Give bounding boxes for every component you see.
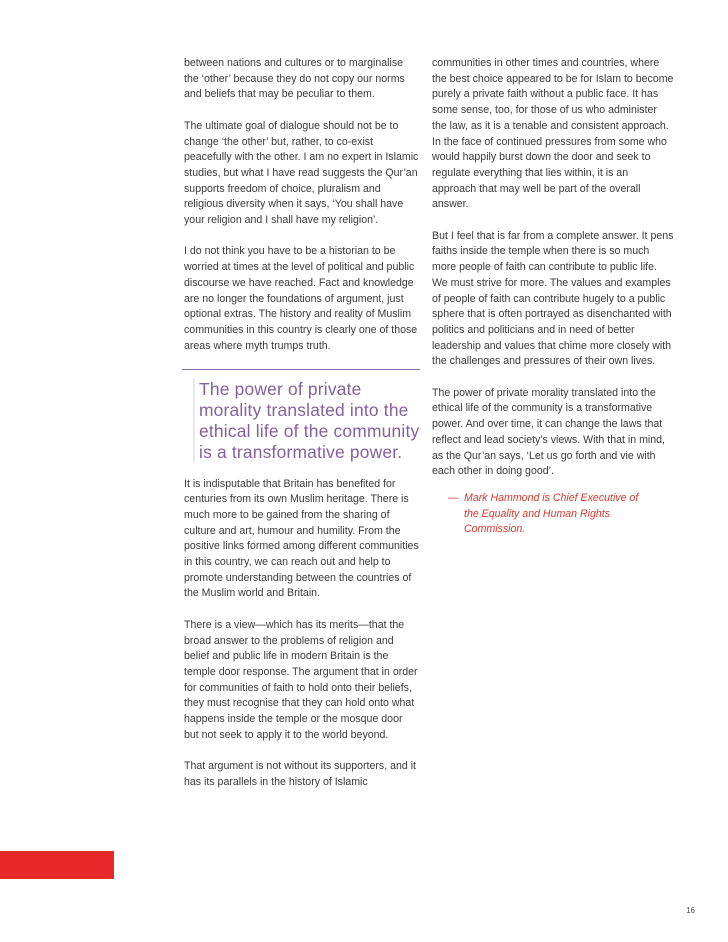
red-accent-bar — [0, 851, 114, 879]
pull-quote-text: The power of private morality translated into the ethical life of the community is a transformative power. — [193, 379, 420, 462]
paragraph: That argument is not without its supporters, and it has its parallels in the history of Islamic — [184, 760, 417, 788]
paragraph: between nations and cultures or to marginalise the ‘other’ because they do not copy our norms and beliefs that may be peculiar to them. — [184, 57, 405, 101]
pull-quote — [182, 369, 420, 462]
paragraph: The ultimate goal of dialogue should not be to change ‘the other’ but, rather, to co-exist peacefully with the other. I am no expert in Islamic studies, but what I have read suggests the Qur’an supports freedom of choice, pluralism and religious diversity when it says, ‘You shall have your religion and I shall have my religion’. — [184, 119, 419, 227]
paragraph: The power of private morality translated into the ethical life of the community is a transformative power. And over time, it can change the laws that reflect and lead society’s views. With that in mind, as the Qur’an says, ‘Let us go forth and vie with each other in doing good’. — [432, 386, 665, 478]
left-column — [184, 56, 420, 791]
author-signature — [432, 491, 674, 538]
paragraph: communities in other times and countries, where the best choice appeared to be for Islam to become purely a private faith without a public face. It has some sense, too, for those of us who administer the law, as it is a tenable and consistent approach. In the face of continued pressures from some who would happily burst down the door and seek to regulate everything that lies within, it is an approach that may well be part of the overall answer. — [432, 57, 674, 211]
paragraph: I do not think you have to be a historian to be worried at times at the level of political and public discourse we have reached. Fact and knowledge are no longer the foundations of argument, just optional extras. The history and reality of Muslim communities in this country is clearly one of those areas where myth trumps truth. — [184, 245, 418, 352]
right-column — [432, 56, 674, 538]
signature-dash: — — [448, 491, 459, 504]
paragraph: It is indisputable that Britain has benefited for centuries from its own Muslim heritage. There is much more to be gained from the sharing of culture and art, humour and humility. From the positive links formed among different communities in this country, we can reach out and help to promote understanding between the countries of the Muslim world and Britain. — [184, 477, 419, 600]
signature-text: Mark Hammond is Chief Executive of the Equality and Human Rights Commission. — [464, 491, 639, 536]
paragraph: There is a view—which has its merits—that the broad answer to the problems of religion and belief and public life in modern Britain is the temple door response. The argument that in order for communities of faith to hold onto their beliefs, they must recognise that they can hold onto what happens inside the temple or the mosque door but not seek to apply it to the world beyond. — [184, 618, 418, 741]
paragraph: But I feel that is far from a complete answer. It pens faiths inside the temple when there is so much more people of faith can contribute to public life. We must strive for more. The values and examples of people of faith can contribute hugely to a public sphere that is often portrayed as disenchanted with politics and politicians and in need of better leadership and values that chime more closely with the challenges and pressures of their own lives. — [432, 229, 674, 368]
page-number: 16 — [686, 906, 695, 915]
